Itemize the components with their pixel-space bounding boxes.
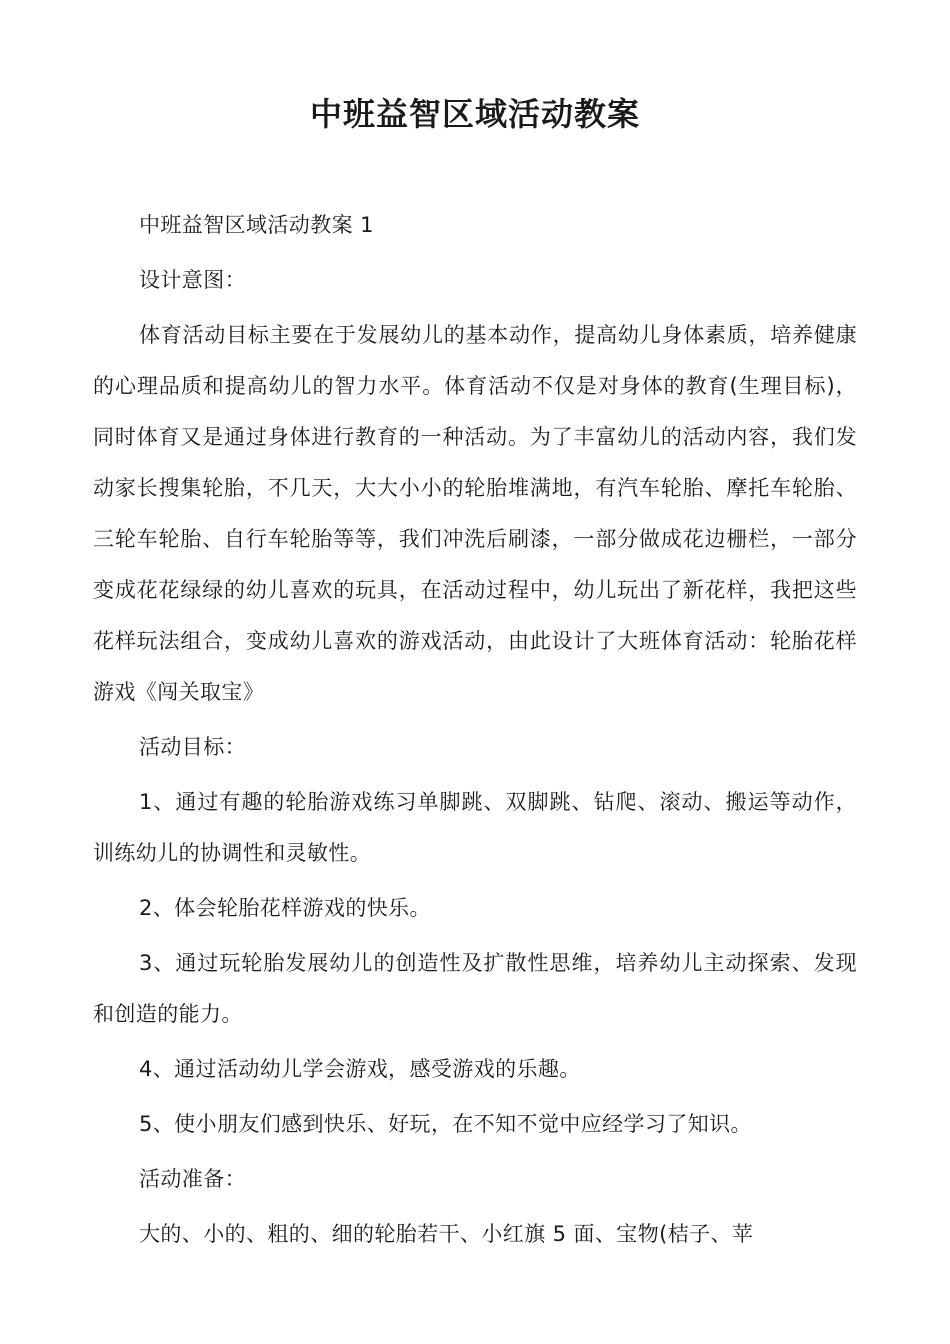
design-intent-paragraph: 体育活动目标主要在于发展幼儿的基本动作，提高幼儿身体素质，培养健康的心理品质和提高幼儿的智力水平。体育活动不仅是对身体的教育(生理目标)，同时体育又是通过身体进行教育的一种活动。为了丰富幼儿的活动内容，我们发动家长搜集轮胎，不几天，大大小小的轮胎堆满地，有汽车轮胎、摩托车轮胎、三轮车轮胎、自行车轮胎等等，我们冲洗后刷漆，一部分做成花边栅栏，一部分变成花花绿绿的幼儿喜欢的玩具，在活动过程中，幼儿玩出了新花样，我把这些花样玩法组合，变成幼儿喜欢的游戏活动，由此设计了大班体育活动：轮胎花样游戏《闯关取宝》 [93,323,857,704]
activity-preparation-heading: 活动准备： [139,1167,246,1191]
preparation-paragraph: 大的、小的、粗的、细的轮胎若干、小红旗 5 面、宝物(桔子、苹 [139,1222,754,1246]
design-intent-heading: 设计意图： [139,268,246,292]
goal-item-2: 2、体会轮胎花样游戏的快乐。 [139,896,431,920]
section-heading: 中班益智区域活动教案 1 [139,213,374,237]
goal-item-1: 1、通过有趣的轮胎游戏练习单脚跳、双脚跳、钻爬、滚动、搬运等动作，训练幼儿的协调性和灵敏性。 [93,790,857,865]
document-body [93,200,857,1264]
goal-item-4: 4、通过活动幼儿学会游戏，感受游戏的乐趣。 [139,1057,581,1081]
document-title: 中班益智区域活动教案 [309,95,640,133]
activity-goals-heading: 活动目标： [139,735,246,759]
goal-item-5: 5、使小朋友们感到快乐、好玩，在不知不觉中应经学习了知识。 [139,1112,752,1136]
goal-item-3: 3、通过玩轮胎发展幼儿的创造性及扩散性思维，培养幼儿主动探索、发现和创造的能力。 [93,951,857,1026]
